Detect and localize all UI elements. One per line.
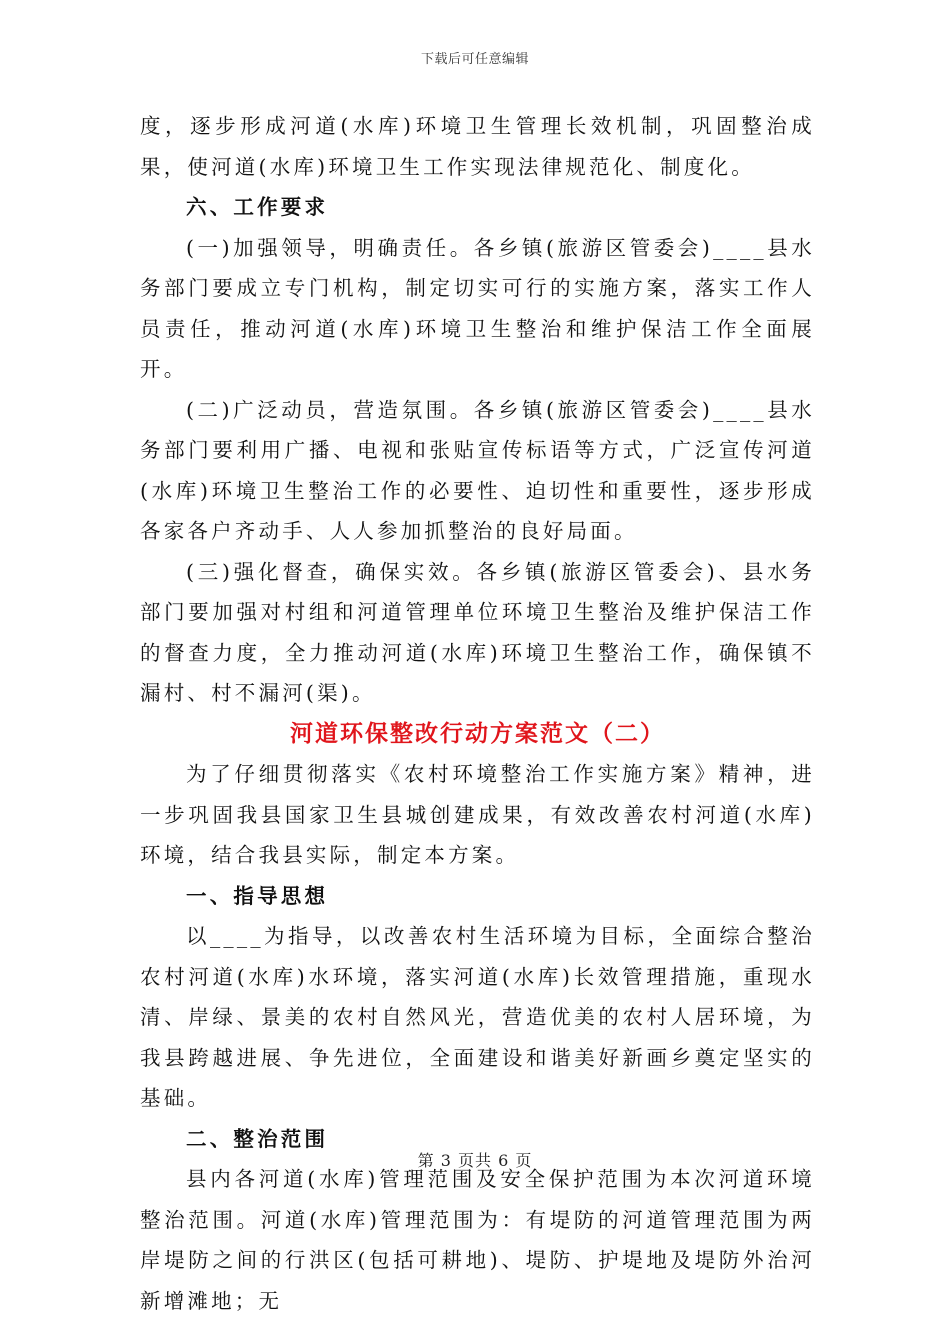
paragraph-requirement-2: (二)广泛动员，营造氛围。各乡镇(旅游区管委会)____县水务部门要利用广播、电视和张贴宣传标语等方式，广泛宣传河道(水库)环境卫生整治工作的必要性、迫切性和重要性，逐步形成各家各户齐动手、人人参加抓整治的良好局面。 xyxy=(140,397,815,543)
document-body xyxy=(140,106,815,1321)
paragraph-continuation: 度，逐步形成河道(水库)环境卫生管理长效机制，巩固整治成果，使河道(水库)环境卫生工作实现法律规范化、制度化。 xyxy=(140,114,815,179)
section-heading-work-requirements: 六、工作要求 xyxy=(186,195,329,219)
paragraph-guiding-ideology: 以____为指导，以改善农村生活环境为目标，全面综合整治农村河道(水库)水环境，落实河道(水库)长效管理措施，重现水清、岸绿、景美的农村自然风光，营造优美的农村人居环境，为我县跨越进展、争先进位，全面建设和谐美好新画乡奠定坚实的基础。 xyxy=(140,924,815,1110)
page-header: 下载后可任意编辑 xyxy=(420,52,529,67)
paragraph-requirement-1: (一)加强领导，明确责任。各乡镇(旅游区管委会)____县水务部门要成立专门机构，制定切实可行的实施方案，落实工作人员责任，推动河道(水库)环境卫生整治和维护保洁工作全面展开。 xyxy=(140,235,815,381)
section-heading-scope: 二、整治范围 xyxy=(186,1126,329,1151)
page-footer: 第 3 页共 6 页 xyxy=(417,1151,533,1170)
paragraph-requirement-3: (三)强化督查，确保实效。各乡镇(旅游区管委会)、县水务部门要加强对村组和河道管理单位环境卫生整治及维护保洁工作的督查力度，全力推动河道(水库)环境卫生整治工作，确保镇不漏村、村不漏河(渠)。 xyxy=(140,559,815,705)
paragraph-scope: 县内各河道(水库)管理范围及安全保护范围为本次河道环境整治范围。河道(水库)管理范围为：有堤防的河道管理范围为两岸堤防之间的行洪区(包括可耕地)、堤防、护堤地及堤防外治河新增滩地；无 xyxy=(140,1167,815,1313)
document-title-part-two: 河道环保整改行动方案范文（二） xyxy=(290,720,665,747)
section-heading-guiding-ideology: 一、指导思想 xyxy=(186,883,329,908)
paragraph-intro: 为了仔细贯彻落实《农村环境整治工作实施方案》精神，进一步巩固我县国家卫生县城创建成果，有效改善农村河道(水库)环境，结合我县实际，制定本方案。 xyxy=(140,762,815,867)
